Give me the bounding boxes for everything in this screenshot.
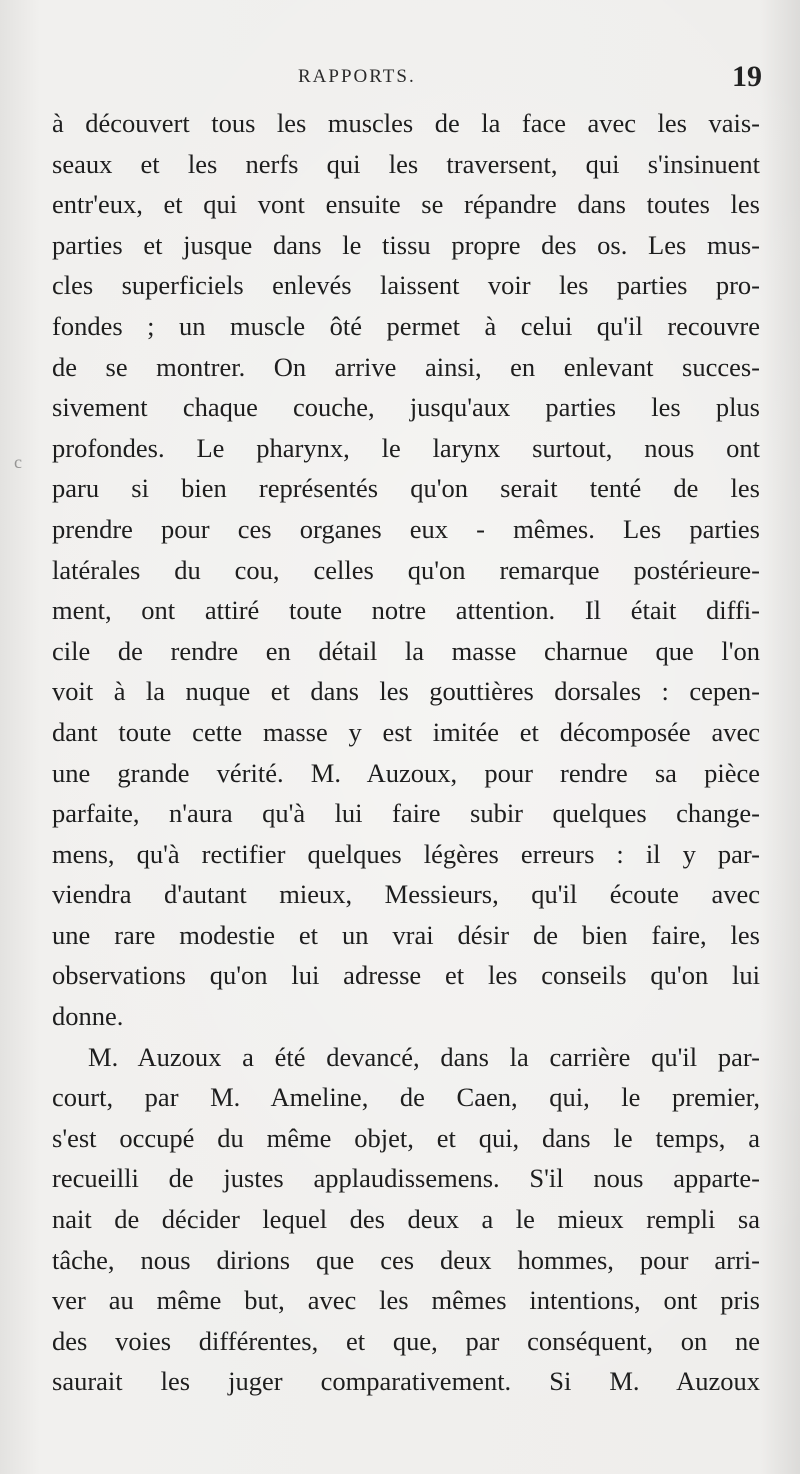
text-line: à découvert tous les muscles de la face avec les vais-	[52, 108, 760, 138]
text-line: viendra d'autant mieux, Messieurs, qu'il écoute avec	[52, 879, 760, 910]
text-line: dant toute cette masse y est imitée et décomposée avec	[52, 716, 760, 747]
text-line: donne.	[52, 1001, 124, 1032]
text-line: parties et jusque dans le tissu propre des os. Les mus-	[52, 229, 760, 260]
text-line: latérales du cou, celles qu'on remarque postérieure-	[52, 554, 760, 585]
text-line: des voies différentes, et que, par conséquent, on ne	[52, 1325, 760, 1356]
text-line: tâche, nous dirions que ces deux hommes, pour arri-	[52, 1244, 760, 1275]
page-number: 19	[732, 60, 762, 93]
text-line: entr'eux, et qui vont ensuite se répandre dans toutes les	[52, 189, 760, 220]
text-line: de se montrer. On arrive ainsi, en enlevant succes-	[52, 351, 760, 382]
margin-mark: c	[14, 452, 22, 472]
text-line: M. Auzoux a été devancé, dans la carrière qu'il par-	[88, 1041, 760, 1072]
text-line: seaux et les nerfs qui les traversent, qui s'insinuent	[52, 148, 760, 179]
body-text	[52, 103, 760, 1402]
text-line: recueilli de justes applaudissemens. S'il nous apparte-	[52, 1163, 760, 1194]
text-line: nait de décider lequel des deux a le mieux rempli sa	[52, 1204, 760, 1235]
paragraph-1	[52, 103, 760, 1037]
text-line: fondes ; un muscle ôté permet à celui qu'il recouvre	[52, 310, 760, 341]
paragraph-2	[52, 1037, 760, 1402]
text-line: observations qu'on lui adresse et les conseils qu'on lui	[52, 960, 760, 991]
text-line: profondes. Le pharynx, le larynx surtout, nous ont	[52, 432, 760, 463]
text-line: cile de rendre en détail la masse charnue que l'on	[52, 635, 760, 666]
text-line: parfaite, n'aura qu'à lui faire subir quelques change-	[52, 798, 760, 829]
text-line: paru si bien représentés qu'on serait tenté de les	[52, 473, 760, 504]
text-line: mens, qu'à rectifier quelques légères erreurs : il y par-	[52, 838, 760, 869]
text-line: une grande vérité. M. Auzoux, pour rendre sa pièce	[52, 757, 760, 788]
text-line: prendre pour ces organes eux - mêmes. Les parties	[52, 513, 760, 544]
text-line: ment, ont attiré toute notre attention. Il était diffi-	[52, 595, 760, 626]
text-line: s'est occupé du même objet, et qui, dans le temps, a	[52, 1122, 760, 1153]
page-header	[0, 60, 800, 100]
text-line: court, par M. Ameline, de Caen, qui, le premier,	[52, 1082, 760, 1113]
text-line: une rare modestie et un vrai désir de bien faire, les	[52, 919, 760, 950]
running-head: RAPPORTS.	[298, 66, 416, 87]
text-line: ver au même but, avec les mêmes intentions, ont pris	[52, 1285, 760, 1316]
text-line: voit à la nuque et dans les gouttières dorsales : cepen-	[52, 676, 760, 707]
text-line: cles superficiels enlevés laissent voir les parties pro-	[52, 270, 760, 301]
text-line: saurait les juger comparativement. Si M. Auzoux	[52, 1366, 760, 1397]
text-line: sivement chaque couche, jusqu'aux parties les plus	[52, 392, 760, 423]
